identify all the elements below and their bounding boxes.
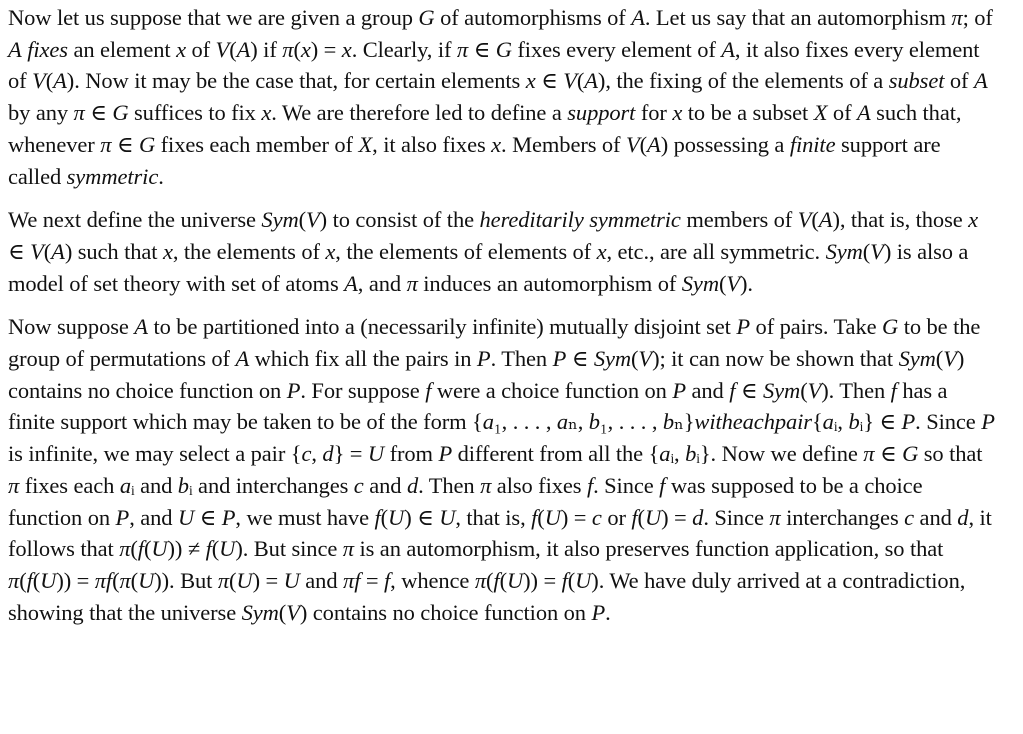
- math-symbol: a: [119, 472, 131, 498]
- math-symbol: P: [552, 346, 567, 372]
- math-symbol: V: [638, 346, 653, 372]
- math-symbol: A: [236, 36, 251, 62]
- emphasis-text: symmetric: [66, 163, 159, 189]
- math-symbol: b: [588, 409, 600, 435]
- math-symbol: π: [863, 441, 875, 467]
- text-run: (: [112, 567, 120, 593]
- math-symbol: f: [205, 536, 212, 562]
- math-symbol: π: [73, 100, 85, 126]
- text-run: fixes every element of: [511, 36, 722, 62]
- paragraph-no-choice-function: [8, 311, 999, 628]
- text-run: of: [827, 100, 857, 126]
- text-run: , that is,: [455, 504, 532, 530]
- text-run: , and: [129, 504, 178, 530]
- math-symbol: U: [177, 504, 195, 530]
- text-run: ∈: [535, 68, 564, 94]
- text-run: members of: [680, 207, 798, 233]
- math-symbol: V: [870, 238, 884, 264]
- paragraph-symmetric-support: [8, 2, 999, 192]
- text-run: has a finite support which may be taken to be of the form {: [8, 377, 953, 435]
- text-run: ₁, . . . ,: [493, 409, 557, 435]
- text-run: and: [363, 472, 407, 498]
- text-run: (: [631, 346, 639, 372]
- text-run: . Then: [418, 472, 481, 498]
- math-symbol: A: [134, 314, 148, 340]
- math-symbol: P: [476, 346, 491, 372]
- math-symbol: Sym: [763, 377, 801, 403]
- text-run: such that, whenever: [8, 100, 967, 157]
- text-run: interchanges: [780, 504, 905, 530]
- math-symbol: f: [383, 567, 391, 593]
- emphasis-text: support: [567, 100, 636, 126]
- text-run: different from all the {: [452, 441, 660, 467]
- math-symbol: Sym: [825, 238, 863, 264]
- math-symbol: πf: [343, 567, 361, 593]
- math-symbol: V: [726, 270, 741, 296]
- math-symbol: V: [563, 68, 577, 94]
- math-symbol: f: [26, 567, 33, 593]
- text-run: (: [862, 238, 871, 264]
- text-run: ) =: [310, 36, 342, 62]
- math-symbol: P: [981, 409, 995, 435]
- math-symbol: f: [374, 504, 381, 530]
- text-run: (: [576, 68, 585, 94]
- text-run: were a choice function on: [431, 377, 673, 403]
- text-run: ᵢ and: [130, 472, 178, 498]
- math-symbol: d: [406, 472, 419, 498]
- text-run: ∈: [84, 100, 113, 126]
- text-run: , the elements of: [172, 238, 326, 264]
- math-symbol: b: [662, 409, 675, 435]
- text-run: , we must have: [235, 504, 375, 530]
- text-run: ).: [740, 270, 753, 296]
- emphasis-text: finite: [789, 131, 836, 157]
- text-run: Now let us suppose that we are given a group: [8, 5, 419, 30]
- text-run: ∈: [111, 131, 139, 157]
- math-symbol: A: [721, 36, 735, 62]
- math-symbol: Sym: [261, 207, 299, 233]
- text-run: )) =: [523, 567, 562, 593]
- text-run: , etc., are all symmetric.: [606, 238, 826, 264]
- paragraph-hereditarily-symmetric: [8, 204, 999, 299]
- math-symbol: c: [301, 441, 312, 467]
- text-run: ᵢ} ∈: [859, 409, 902, 435]
- math-symbol: G: [495, 36, 512, 62]
- math-symbol: P: [115, 504, 130, 530]
- text-run: ∈: [8, 207, 984, 264]
- math-symbol: Sym: [241, 599, 279, 625]
- text-run: )) =: [56, 567, 95, 593]
- math-symbol: A: [856, 100, 871, 126]
- text-run: (: [567, 567, 576, 593]
- math-symbol: A: [647, 131, 661, 157]
- emphasis-text: fixes: [27, 36, 68, 62]
- math-symbol: G: [418, 5, 435, 30]
- math-symbol: G: [138, 131, 156, 157]
- math-symbol: V: [797, 207, 812, 233]
- text-run: ∈: [874, 441, 903, 467]
- math-symbol: a: [822, 409, 834, 435]
- math-symbol: f: [561, 567, 568, 593]
- text-run: ∈: [735, 377, 763, 403]
- text-run: .: [158, 163, 164, 189]
- text-run: Now suppose: [8, 314, 135, 340]
- math-symbol: f: [890, 377, 897, 403]
- text-run: (: [130, 536, 138, 562]
- text-run: ) if: [250, 36, 283, 62]
- text-run: to be the group of permutations of: [8, 314, 986, 372]
- text-run: ) contains no choice function on: [8, 346, 970, 403]
- math-symbol: π: [406, 270, 418, 296]
- text-run: fixes each member of: [155, 131, 359, 157]
- math-symbol: π: [8, 567, 20, 593]
- math-symbol: U: [236, 567, 253, 593]
- math-symbol: V: [30, 238, 44, 264]
- text-run: ᵢ,: [833, 409, 849, 435]
- text-run: ) is also a model of set theory with set of atoms: [8, 238, 974, 296]
- text-run: , it also fixes every element of: [8, 36, 985, 94]
- text-run: (: [637, 504, 645, 530]
- text-run: of automorphisms of: [434, 5, 632, 30]
- math-symbol: π: [8, 472, 20, 498]
- text-run: support are called: [8, 131, 947, 189]
- math-symbol: π: [342, 536, 354, 562]
- math-symbol: x: [341, 36, 352, 62]
- text-run: ∈: [194, 504, 222, 530]
- text-run: (: [229, 36, 237, 62]
- math-symbol: U: [439, 504, 456, 530]
- text-run: ᵢ and interchanges: [188, 472, 354, 498]
- math-symbol: c: [904, 504, 915, 530]
- text-run: (: [935, 346, 944, 372]
- text-run: (: [229, 567, 237, 593]
- text-run: (: [211, 536, 220, 562]
- text-run: suffices to fix: [128, 100, 262, 126]
- text-run: (: [32, 567, 41, 593]
- text-run: or: [601, 504, 632, 530]
- text-run: ); it can now be shown that: [652, 346, 899, 372]
- math-symbol: x: [596, 238, 607, 264]
- text-run: (: [811, 207, 819, 233]
- math-symbol: d: [692, 504, 704, 530]
- math-symbol: f: [659, 472, 666, 498]
- text-run: , it also fixes: [372, 131, 492, 157]
- math-symbol: X: [813, 100, 828, 126]
- math-symbol: f: [137, 536, 144, 562]
- math-symbol: P: [438, 441, 453, 467]
- math-symbol: f: [729, 377, 736, 403]
- math-symbol: Sym: [898, 346, 936, 372]
- text-run: ,: [311, 441, 323, 467]
- math-symbol: π: [119, 536, 131, 562]
- text-run: )). But: [154, 567, 218, 593]
- text-run: . We are therefore led to define a: [271, 100, 568, 126]
- text-run: was supposed to be a choice function on: [8, 472, 928, 530]
- text-run: . Since: [915, 409, 982, 435]
- math-symbol: f: [425, 377, 432, 403]
- text-run: to be a subset: [682, 100, 814, 126]
- text-run: . Clearly, if: [351, 36, 457, 62]
- text-run: for: [635, 100, 673, 126]
- text-run: We next define the universe: [8, 207, 262, 233]
- text-run: , it follows that: [8, 504, 998, 562]
- text-run: and: [914, 504, 958, 530]
- math-symbol: b: [177, 472, 189, 498]
- math-symbol: A: [235, 346, 250, 372]
- math-symbol: V: [215, 36, 230, 62]
- math-symbol: π: [282, 36, 294, 62]
- text-run: (: [499, 567, 507, 593]
- math-symbol: P: [221, 504, 236, 530]
- math-symbol: π: [951, 5, 963, 30]
- math-symbol: V: [807, 377, 822, 403]
- text-run: (: [43, 238, 52, 264]
- text-run: ₙ}: [674, 409, 695, 435]
- text-run: so that: [918, 441, 988, 467]
- text-run: is infinite, we may select a pair {: [8, 409, 1001, 467]
- text-run: .: [605, 599, 611, 625]
- math-symbol: x: [672, 100, 683, 126]
- emphasis-text: subset: [888, 68, 945, 94]
- text-run: } =: [333, 441, 368, 467]
- text-run: . Since: [593, 472, 660, 498]
- math-symbol: π: [456, 36, 469, 62]
- math-symbol: A: [973, 68, 988, 94]
- math-symbol: U: [40, 567, 57, 593]
- text-run: ) =: [252, 567, 284, 593]
- text-run: (: [800, 377, 808, 403]
- text-run: of pairs. Take: [750, 314, 883, 340]
- text-run: {: [811, 409, 823, 435]
- text-run: (: [19, 567, 27, 593]
- math-symbol: π: [100, 131, 112, 157]
- text-run: (: [718, 270, 727, 296]
- text-run: also fixes: [491, 472, 587, 498]
- text-run: ) possessing a: [660, 131, 790, 157]
- text-run: (: [639, 131, 648, 157]
- math-symbol: f: [493, 567, 500, 593]
- math-symbol: Sym: [681, 270, 719, 296]
- text-run: ), that is, those: [832, 207, 969, 233]
- math-symbol: x: [491, 131, 502, 157]
- text-run: which fix all the pairs in: [249, 346, 477, 372]
- math-symbol: b: [848, 409, 860, 435]
- math-symbol: U: [283, 567, 300, 593]
- text-run: ₁, . . . ,: [599, 409, 663, 435]
- text-run: ₙ,: [568, 409, 589, 435]
- math-symbol: U: [138, 567, 155, 593]
- math-symbol: U: [151, 536, 168, 562]
- math-symbol: U: [367, 441, 385, 467]
- math-symbol: witheachpair: [694, 409, 812, 435]
- math-symbol: V: [306, 207, 320, 233]
- text-run: to be partitioned into a (necessarily infinite) mutually disjoint set: [147, 314, 737, 340]
- text-run: =: [360, 567, 384, 593]
- text-run: ), the fixing of the elements of a: [597, 68, 889, 94]
- math-symbol: U: [388, 504, 405, 530]
- math-symbol: f: [586, 472, 594, 498]
- math-symbol: V: [625, 131, 640, 157]
- math-symbol: d: [957, 504, 969, 530]
- text-run: of: [185, 36, 216, 62]
- text-run: of: [944, 68, 974, 94]
- math-symbol: b: [685, 441, 697, 467]
- math-symbol: P: [672, 377, 686, 403]
- math-symbol: A: [51, 238, 65, 264]
- math-symbol: c: [591, 504, 602, 530]
- math-symbol: A: [584, 68, 598, 94]
- math-symbol: G: [882, 314, 899, 340]
- text-run: and: [299, 567, 344, 593]
- text-run: ). Now it may be the case that, for certain elements: [66, 68, 526, 94]
- text-run: ∈: [468, 36, 496, 62]
- math-symbol: A: [8, 36, 22, 62]
- text-run: . Members of: [501, 131, 626, 157]
- math-symbol: V: [32, 68, 46, 94]
- text-run: ) such that: [64, 238, 163, 264]
- math-symbol: π: [119, 567, 131, 593]
- text-run: . Then: [490, 346, 553, 372]
- text-run: ) =: [661, 504, 693, 530]
- math-symbol: π: [480, 472, 492, 498]
- math-symbol: A: [631, 5, 645, 30]
- emphasis-text: hereditarily symmetric: [479, 207, 681, 233]
- text-run: is an automorphism, it also preserves function application, so that: [353, 536, 949, 562]
- math-symbol: G: [902, 441, 919, 467]
- math-symbol: P: [591, 599, 606, 625]
- text-run: (: [143, 536, 152, 562]
- math-symbol: x: [300, 36, 311, 62]
- math-symbol: x: [968, 207, 979, 233]
- math-symbol: U: [644, 504, 662, 530]
- math-symbol: U: [575, 567, 592, 593]
- text-run: (: [130, 567, 139, 593]
- text-run: ∈: [566, 346, 594, 372]
- text-run: ᵢ,: [670, 441, 686, 467]
- math-symbol: π: [217, 567, 229, 593]
- math-symbol: Sym: [593, 346, 632, 372]
- text-run: ). Then: [821, 377, 891, 403]
- math-symbol: x: [176, 36, 186, 62]
- math-symbol: d: [322, 441, 334, 467]
- text-run: (: [293, 36, 301, 62]
- math-symbol: V: [286, 599, 300, 625]
- text-run: (: [380, 504, 389, 530]
- text-run: . Let us say that an automorphism: [644, 5, 952, 30]
- math-symbol: c: [353, 472, 364, 498]
- text-run: ᵢ}. Now we define: [696, 441, 864, 467]
- text-run: )) ≠: [167, 536, 206, 562]
- text-run: ) ∈: [404, 504, 440, 530]
- text-run: an element: [67, 36, 177, 62]
- text-run: , and: [357, 270, 407, 296]
- math-symbol: π: [769, 504, 781, 530]
- text-run: ). We have duly arrived at a contradiction, showing that the universe: [8, 567, 971, 625]
- math-symbol: a: [556, 409, 569, 435]
- math-symbol: A: [818, 207, 833, 233]
- math-symbol: A: [344, 270, 358, 296]
- text-run: . For suppose: [300, 377, 426, 403]
- text-run: ) =: [560, 504, 592, 530]
- text-run: from: [384, 441, 439, 467]
- math-symbol: x: [162, 238, 173, 264]
- text-run: and: [685, 377, 730, 403]
- math-symbol: A: [53, 68, 67, 94]
- math-symbol: x: [525, 68, 536, 94]
- text-run: ) to consist of the: [319, 207, 480, 233]
- text-run: induces an automorphism of: [417, 270, 682, 296]
- text-run: , the elements of elements of: [335, 238, 597, 264]
- math-symbol: P: [901, 409, 916, 435]
- text-run: , whence: [390, 567, 475, 593]
- math-symbol: x: [325, 238, 336, 264]
- text-run: . Since: [703, 504, 770, 530]
- math-symbol: f: [631, 504, 638, 530]
- math-symbol: x: [261, 100, 272, 126]
- math-symbol: a: [659, 441, 671, 467]
- math-symbol: X: [358, 131, 373, 157]
- math-symbol: π: [474, 567, 487, 593]
- math-symbol: f: [531, 504, 538, 530]
- text-run: (: [278, 599, 287, 625]
- math-symbol: πf: [94, 567, 113, 593]
- text-run: (: [45, 68, 54, 94]
- text-run: (: [298, 207, 307, 233]
- math-symbol: P: [736, 314, 751, 340]
- text-run: ) contains no choice function on: [299, 599, 592, 625]
- text-run: (: [486, 567, 494, 593]
- math-symbol: P: [286, 377, 301, 403]
- text-run: ; of: [962, 5, 999, 30]
- math-symbol: V: [943, 346, 957, 372]
- math-symbol: G: [112, 100, 129, 126]
- math-symbol: U: [544, 504, 561, 530]
- math-symbol: U: [219, 536, 236, 562]
- math-symbol: a: [482, 409, 494, 435]
- text-run: (: [537, 504, 545, 530]
- math-symbol: U: [506, 567, 524, 593]
- text-run: ). But since: [235, 536, 343, 562]
- text-run: fixes each: [19, 472, 120, 498]
- text-run: by any: [8, 68, 994, 126]
